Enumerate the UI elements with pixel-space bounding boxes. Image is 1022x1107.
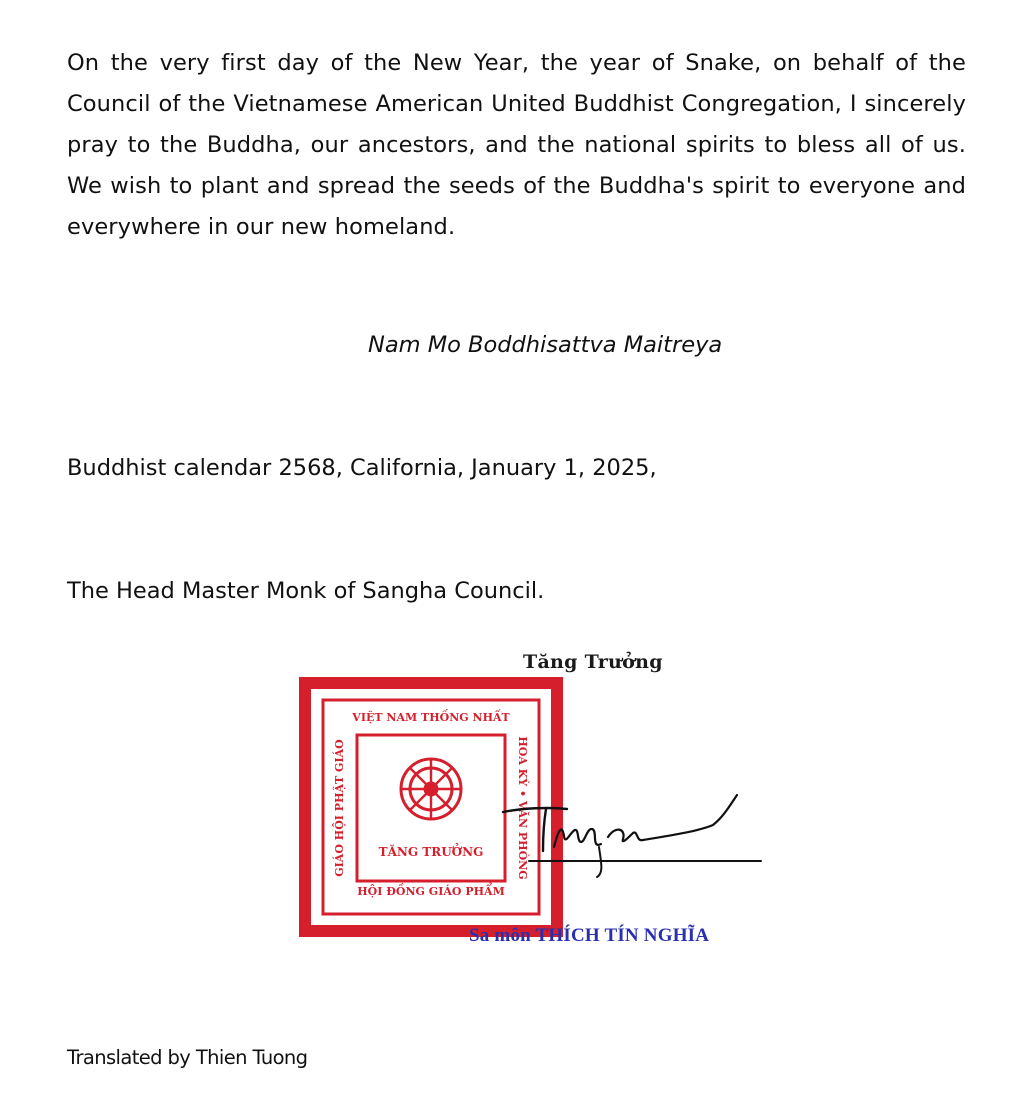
dateline: Buddhist calendar 2568, California, January 1, 2025,	[67, 455, 657, 481]
seal-bottom-text: HỘI ĐỒNG GIÁO PHẨM	[357, 885, 505, 898]
dharma-wheel-icon	[401, 759, 461, 819]
translator-credit: Translated by Thien Tuong	[67, 1046, 308, 1069]
letter-paragraph: On the very first day of the New Year, the year of Snake, on behalf of the Council of the Vietnamese American United Buddhist Congregation, I sincerely pray to the Buddha, our ancestors, and the national spirits to bless all of us. We wish to plant and spread the seeds of the Buddha's spirit to everyone and everywhere in our new homeland.	[67, 50, 966, 240]
handwritten-signature	[503, 795, 761, 877]
seal-right-text: HOA KỲ • VĂN PHÒNG	[516, 736, 529, 880]
seal-stamp	[261, 637, 771, 961]
invocation-line: Nam Mo Boddhisattva Maitreya	[368, 332, 723, 358]
seal-left-text: GIÁO HỘI PHẬT GIÁO	[333, 739, 346, 877]
seal-center-text: TĂNG TRƯỞNG	[378, 845, 484, 859]
signer-name: Sa môn THÍCH TÍN NGHĨA	[469, 925, 710, 946]
signatory-title: The Head Master Monk of Sangha Council.	[67, 578, 545, 604]
signature-seal-block	[261, 637, 771, 961]
rank-label: Tăng Trưởng	[523, 651, 663, 673]
seal-top-text: VIỆT NAM THỐNG NHẤT	[352, 711, 510, 724]
